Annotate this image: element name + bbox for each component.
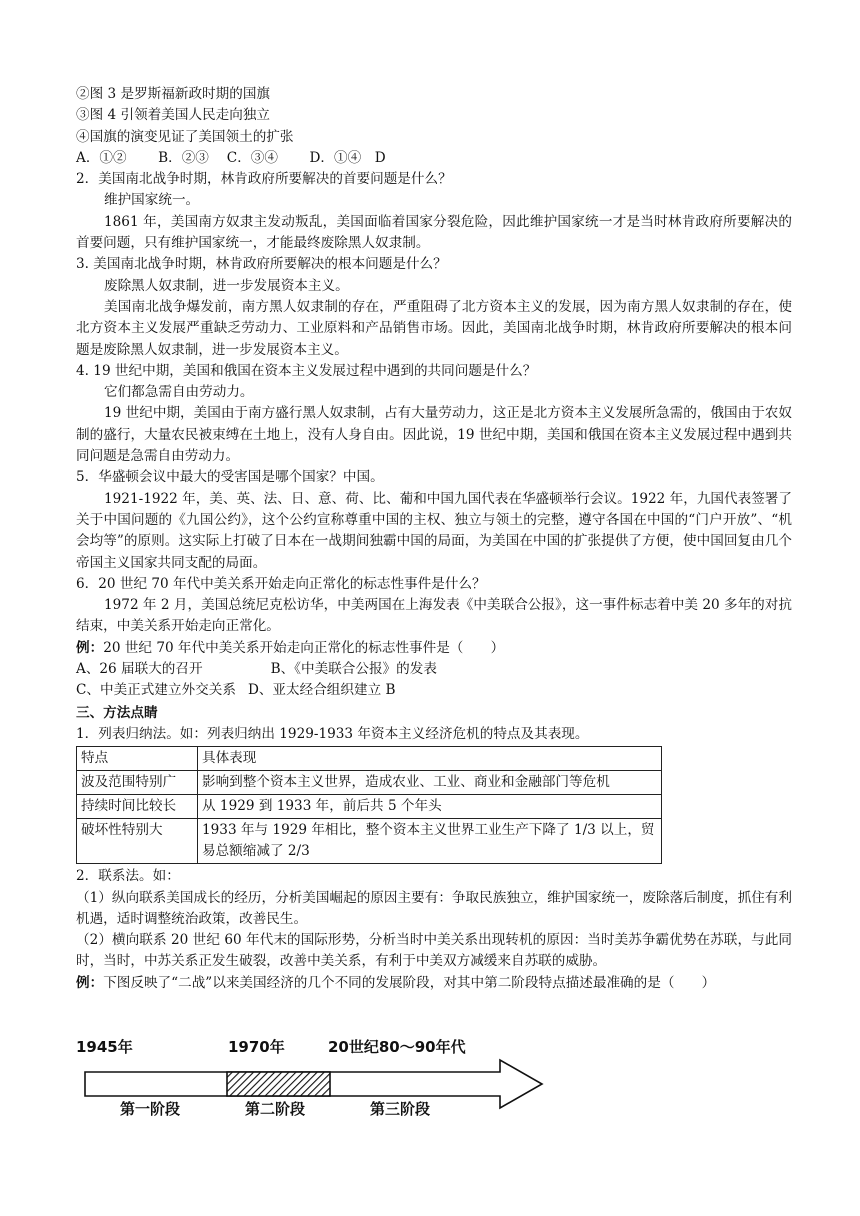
example1-answer: B [385,682,396,699]
table-cell: 从 1929 到 1933 年，前后共 5 个年头 [198,795,662,819]
document-page [76,84,792,994]
method2-intro: 2．联系法。如： [76,868,180,885]
example1-options-ab [76,659,792,680]
example1-options-cd [76,680,792,701]
timeline-year: 1945年 [76,1038,133,1056]
crisis-table [76,746,662,864]
table-cell: 1933 年与 1929 年相比，整个资本主义世界工业生产下降了 1/3 以上，贸易总额缩减了 2/3 [198,819,662,864]
table-row [77,771,662,795]
example1-option-a: A、26 届联大的召开 [76,661,203,678]
timeline-stage: 第一阶段 [120,1100,181,1118]
q3-answer: 废除黑人奴隶制，进一步发展资本主义。 [104,277,349,294]
economy-timeline [76,1036,546,1126]
q5-question: 5．华盛顿会议中最大的受害国是哪个国家？中国。 [76,469,384,486]
choice-line: A．①② B．②③ C．③④ D．①④ D [76,149,386,166]
table-cell: 影响到整个资本主义世界，造成农业、工业、商业和金融部门等危机 [198,771,662,795]
table-header-row [77,747,662,771]
q3-explain: 美国南北战争爆发前，南方黑人奴隶制的存在，严重阻碍了北方资本主义的发展，因为南方黑人奴隶制的存在，使北方资本主义发展严重缺乏劳动力、工业原料和产品销售市场。因此，美国南北战争时期，林肯政府所要解决的根本问题是废除黑人奴隶制，进一步发展资本主义。 [76,298,792,358]
timeline-stage: 第三阶段 [370,1100,431,1118]
example2-question: 下图反映了“二战”以来美国经济的几个不同的发展阶段，对其中第二阶段特点描述最准确的是（ ） [103,974,716,991]
method1-intro: 1．列表归纳法。如：列表归纳出 1929-1933 年资本主义经济危机的特点及其表现。 [76,725,589,742]
timeline-year: 1970年 [228,1038,285,1056]
q4-explain: 19 世纪中期，美国由于南方盛行黑人奴隶制，占有大量劳动力，这正是北方资本主义发展所急需的，俄国由于农奴制的盛行，大量农民被束缚在土地上，没有人身自由。因此说，19 世纪中期，美国和俄国在资本主义发展过程中遇到共同问题是急需自由劳动力。 [76,405,792,465]
example-label: 例： [76,639,104,656]
example1-stem [76,638,792,659]
example1-option-c: C、中美正式建立外交关系 [76,682,236,699]
q4-question: 4. 19 世纪中期，美国和俄国在资本主义发展过程中遇到的共同问题是什么？ [76,362,537,379]
option-line-3: ③图 4 引领着美国人民走向独立 [76,107,271,124]
stage-two-segment [227,1072,330,1096]
example-label: 例： [76,974,104,991]
q2-answer: 维护国家统一。 [104,192,200,209]
example1-option-d: D、亚太经合组织建立 [247,682,382,699]
table-cell: 波及范围特别广 [77,771,198,795]
section-title: 三、方法点睛 [76,704,158,721]
table-cell: 持续时间比较长 [77,795,198,819]
table-header: 具体表现 [198,747,662,771]
q2-question: 2．美国南北战争时期，林肯政府所要解决的首要问题是什么？ [76,171,452,188]
option-line-2: ②图 3 是罗斯福新政时期的国旗 [76,86,271,102]
q5-explain: 1921-1922 年，美、英、法、日、意、荷、比、葡和中国九国代表在华盛顿举行会议。1922 年，九国代表签署了关于中国问题的《九国公约》，这个公约宣称尊重中国的主权、独立与领土的完整，遵守各国在中国的“门户开放”、“机会均等”的原则。这实际上打破了日本在一战期间独霸中国的局面，为美国在中国的扩张提供了方便，使中国回复由几个帝国主义国家共同支配的局面。 [76,490,792,571]
example1-option-b: B、《中美联合公报》的发表 [270,661,437,678]
table-header: 特点 [77,747,198,771]
table-cell: 破坏性特别大 [77,819,198,864]
timeline-year: 20世纪80～90年代 [328,1038,466,1056]
option-line-4: ④国旗的演变见证了美国领土的扩张 [76,128,294,145]
method2-p1: （1）纵向联系美国成长的经历，分析美国崛起的原因主要有：争取民族独立，维护国家统一，废除落后制度，抓住有利机遇，适时调整统治政策，改善民生。 [76,889,792,927]
table-row [77,795,662,819]
q2-explain: 1861 年，美国南方奴隶主发动叛乱，美国面临着国家分裂危险，因此维护国家统一才是当时林肯政府所要解决的首要问题，只有维护国家统一，才能最终废除黑人奴隶制。 [76,213,792,252]
q6-explain: 1972 年 2 月，美国总统尼克松访华，中美两国在上海发表《中美联合公报》，这一事件标志着中美 20 多年的对抗结束，中美关系开始走向正常化。 [76,597,792,635]
example1-question: 20 世纪 70 年代中美关系开始走向正常化的标志性事件是（ ） [103,639,505,656]
timeline-stage: 第二阶段 [245,1100,306,1118]
q4-answer: 它们都急需自由劳动力。 [104,384,254,401]
table-row [77,819,662,864]
q3-question: 3. 美国南北战争时期，林肯政府所要解决的根本问题是什么？ [76,256,447,273]
method2-p2: （2）横向联系 20 世纪 60 年代末的国际形势，分析当时中美关系出现转机的原因：当时美苏争霸优势在苏联，与此同时，当时，中苏关系正发生破裂，改善中美关系，有利于中美双方减缓来自苏联的威胁。 [76,932,792,970]
q6-question: 6．20 世纪 70 年代中美关系开始走向正常化的标志性事件是什么？ [76,575,486,592]
example2-stem [76,973,792,994]
